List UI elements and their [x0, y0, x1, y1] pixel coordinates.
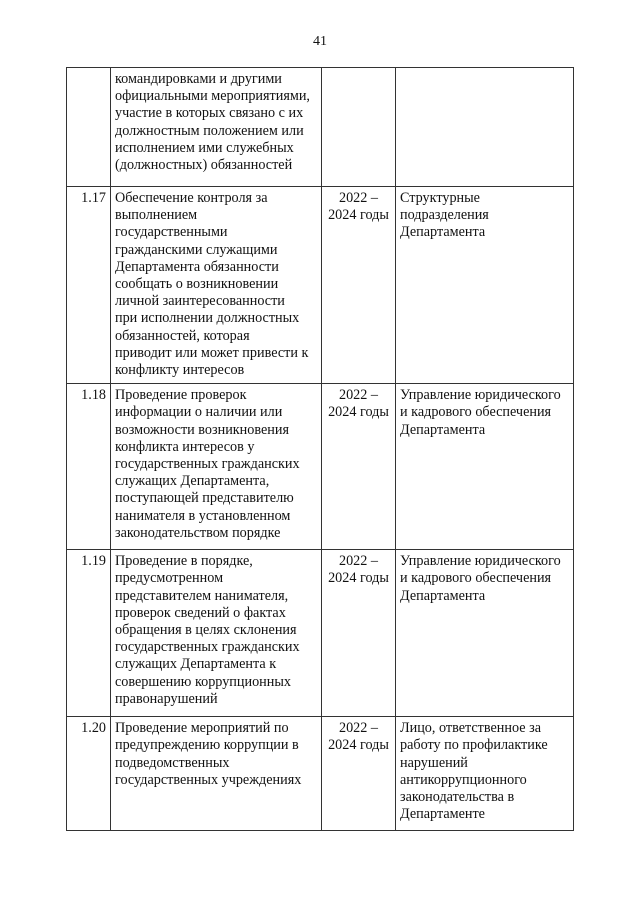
action-cell-line: конфликта интересов у [115, 438, 255, 455]
row-number: 1.19 [67, 550, 111, 717]
action-cell-line: Обеспечение контроля за [115, 190, 268, 206]
term-cell-line: 2022 – [338, 190, 378, 206]
action-cell-line: обязанностей, которая [115, 327, 250, 344]
term-cell-line: 2022 – [338, 553, 378, 570]
term-cell [322, 717, 396, 831]
responsible-cell-line: работу по профилактике [400, 737, 548, 754]
action-cell-line: при исполнении должностных [115, 310, 300, 327]
responsible-cell-line: Департамента [400, 587, 486, 604]
action-cell-line: служащих Департамента, [115, 473, 270, 490]
responsible-cell-line: подразделения [400, 207, 489, 224]
action-cell-line: предупреждению коррупции в [115, 737, 299, 754]
table-row [67, 187, 574, 384]
table-row [67, 550, 574, 717]
action-cell [111, 187, 322, 384]
action-cell [111, 717, 322, 831]
row-number [67, 68, 111, 187]
responsible-cell [396, 550, 574, 717]
action-cell-line: государственных гражданских [115, 456, 300, 473]
table-row [67, 384, 574, 550]
action-cell-line: законодательством порядке [115, 524, 281, 541]
action-cell-line: сообщать о возникновении [115, 276, 279, 293]
page-number: 41 [313, 34, 327, 49]
action-cell-line: проверок сведений о фактах [115, 604, 286, 621]
responsible-cell-line: Лицо, ответственное за [400, 720, 541, 737]
row-number: 1.17 [67, 187, 111, 384]
measures-table [66, 67, 574, 831]
term-cell-line: 2022 – [338, 720, 378, 737]
action-cell-line: командировками и другими [115, 71, 282, 87]
responsible-cell [396, 384, 574, 550]
responsible-cell-line: Управление юридического [400, 553, 561, 570]
responsible-cell-line: нарушений [400, 754, 468, 771]
table-row [67, 717, 574, 831]
responsible-cell-line: Департаменте [400, 806, 485, 823]
term-cell [322, 68, 396, 187]
responsible-cell-line: Департамента [400, 224, 486, 241]
term-cell-line: 2024 годы [328, 404, 389, 421]
action-cell-line: нанимателя в установленном [115, 507, 291, 524]
action-cell-line: выполнением [115, 207, 198, 224]
action-cell-line: (должностных) обязанностей [115, 157, 293, 174]
responsible-cell [396, 68, 574, 187]
term-cell-line: 2024 годы [328, 737, 389, 754]
term-cell [322, 187, 396, 384]
action-cell-line: обращения в целях склонения [115, 622, 297, 639]
action-cell-line: поступающей представителю [115, 490, 294, 507]
term-cell-line: 2024 годы [328, 207, 389, 224]
responsible-cell-line: и кадрового обеспечения [400, 570, 552, 587]
action-cell-line: Проведение мероприятий по [115, 720, 289, 737]
action-cell-line: конфликту интересов [115, 362, 245, 379]
term-cell-line: 2022 – [338, 387, 378, 404]
action-cell-line: представителем нанимателя, [115, 587, 289, 604]
action-cell-line: правонарушений [115, 690, 218, 707]
row-number: 1.20 [67, 717, 111, 831]
action-cell-line: приводит или может привести к [115, 344, 309, 361]
responsible-cell-line: и кадрового обеспечения [400, 404, 552, 421]
action-cell-line: служащих Департамента к [115, 656, 277, 673]
action-cell-line: Проведение проверок [115, 387, 247, 404]
responsible-cell-line: Управление юридического [400, 387, 561, 404]
action-cell-line: государственных гражданских [115, 639, 300, 656]
action-cell-line: должностным положением или [115, 122, 304, 139]
term-cell-line: 2024 годы [328, 570, 389, 587]
action-cell [111, 384, 322, 550]
responsible-cell-line: антикоррупционного [400, 771, 527, 788]
responsible-cell-line: Департамента [400, 421, 486, 438]
action-cell-line: предусмотренном [115, 570, 224, 587]
action-cell-line: информации о наличии или [115, 404, 283, 421]
term-cell [322, 550, 396, 717]
table-row [67, 68, 574, 187]
responsible-cell-line: Структурные [400, 190, 480, 206]
action-cell-line: личной заинтересованности [115, 293, 285, 310]
row-number: 1.18 [67, 384, 111, 550]
action-cell [111, 68, 322, 187]
action-cell-line: государственных учреждениях [115, 771, 302, 788]
action-cell-line: совершению коррупционных [115, 673, 291, 690]
action-cell-line: официальными мероприятиями, [115, 88, 310, 105]
action-cell-line: Департамента обязанности [115, 258, 279, 275]
action-cell-line: гражданскими служащими [115, 241, 278, 258]
action-cell-line: участие в которых связано с их [115, 105, 304, 122]
term-cell [322, 384, 396, 550]
action-cell [111, 550, 322, 717]
action-cell-line: государственными [115, 224, 228, 241]
responsible-cell [396, 717, 574, 831]
action-cell-line: исполнением ими служебных [115, 139, 294, 156]
action-cell-line: возможности возникновения [115, 421, 289, 438]
action-cell-line: подведомственных [115, 754, 230, 771]
responsible-cell [396, 187, 574, 384]
action-cell-line: Проведение в порядке, [115, 553, 253, 570]
responsible-cell-line: законодательства в [400, 789, 515, 806]
